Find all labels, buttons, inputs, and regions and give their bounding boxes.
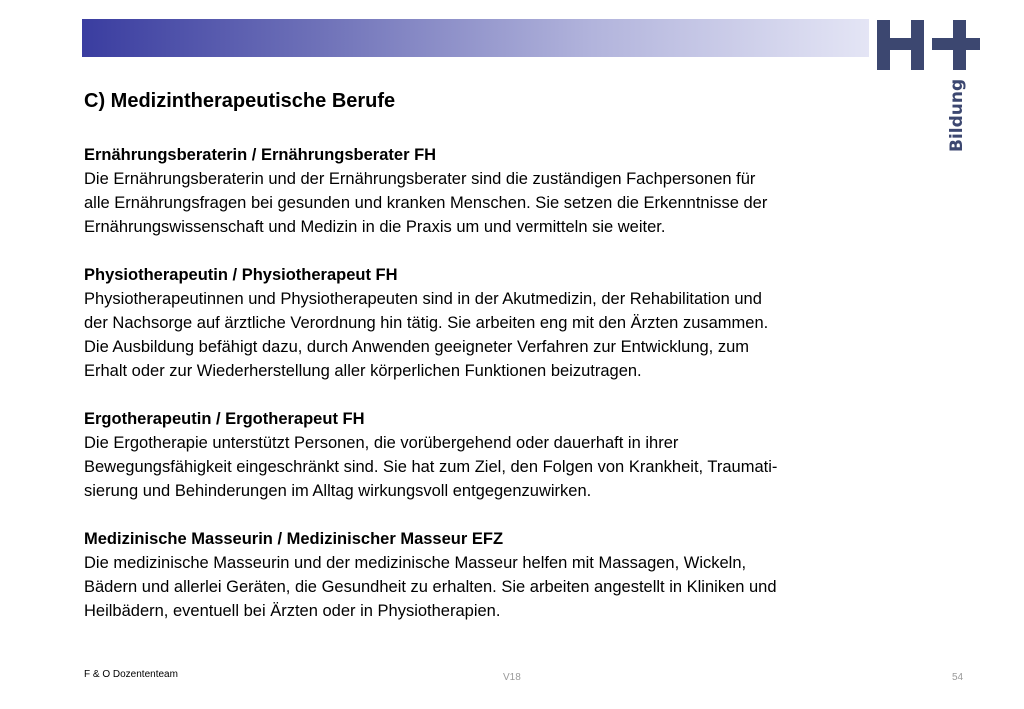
section-text-line: Physiotherapeutinnen und Physiotherapeuten sind in der Akutmedizin, der Rehabilitation und — [84, 290, 762, 308]
section-heading: Ergotherapeutin / Ergotherapeut FH — [84, 410, 365, 428]
section-text-line: alle Ernährungsfragen bei gesunden und kranken Menschen. Sie setzen die Erkenntnisse der — [84, 194, 768, 212]
logo-subtext: Bildung — [947, 78, 967, 152]
footer-author: F & O Dozententeam — [84, 669, 178, 680]
section-text-line: Heilbädern, eventuell bei Ärzten oder in Physiotherapien. — [84, 602, 501, 620]
section-heading: Physiotherapeutin / Physiotherapeut FH — [84, 266, 398, 284]
hplus-bildung-logo — [874, 18, 984, 158]
section-text-line: Bädern und allerlei Geräten, die Gesundheit zu erhalten. Sie arbeiten angestellt in Kliniken und — [84, 578, 777, 596]
section-ergotherapie — [84, 407, 934, 503]
section-text-line: Die Ernährungsberaterin und der Ernährungsberater sind die zuständigen Fachpersonen für — [84, 170, 756, 188]
section-text-line: der Nachsorge auf ärztliche Verordnung hin tätig. Sie arbeiten eng mit den Ärzten zusammen. — [84, 314, 769, 332]
section-text-line: Erhalt oder zur Wiederherstellung aller körperlichen Funktionen beizutragen. — [84, 362, 642, 380]
section-ernaehrungsberatung — [84, 143, 934, 239]
section-text-line: sierung und Behinderungen im Alltag wirkungsvoll entgegenzuwirken. — [84, 482, 592, 500]
footer-page-number: 54 — [952, 672, 964, 683]
page-title: C) Medizintherapeutische Berufe — [84, 90, 396, 112]
footer-version: V18 — [503, 672, 521, 683]
section-physiotherapie — [84, 263, 934, 383]
section-text-line: Bewegungsfähigkeit eingeschränkt sind. Sie hat zum Ziel, den Folgen von Krankheit, Traumati- — [84, 458, 778, 476]
section-medizinische-massage — [84, 527, 934, 623]
header-gradient-bar — [82, 19, 869, 57]
section-text-line: Die medizinische Masseurin und der medizinische Masseur helfen mit Massagen, Wickeln, — [84, 554, 747, 572]
section-text-line: Ernährungswissenschaft und Medizin in die Praxis um und vermitteln sie weiter. — [84, 218, 666, 236]
section-heading: Medizinische Masseurin / Medizinischer Masseur EFZ — [84, 530, 504, 548]
section-text-line: Die Ausbildung befähigt dazu, durch Anwenden geeigneter Verfahren zur Entwicklung, zum — [84, 338, 750, 356]
section-text-line: Die Ergotherapie unterstützt Personen, die vorübergehend oder dauerhaft in ihrer — [84, 434, 679, 452]
content-body — [84, 143, 934, 647]
section-heading: Ernährungsberaterin / Ernährungsberater FH — [84, 146, 437, 164]
